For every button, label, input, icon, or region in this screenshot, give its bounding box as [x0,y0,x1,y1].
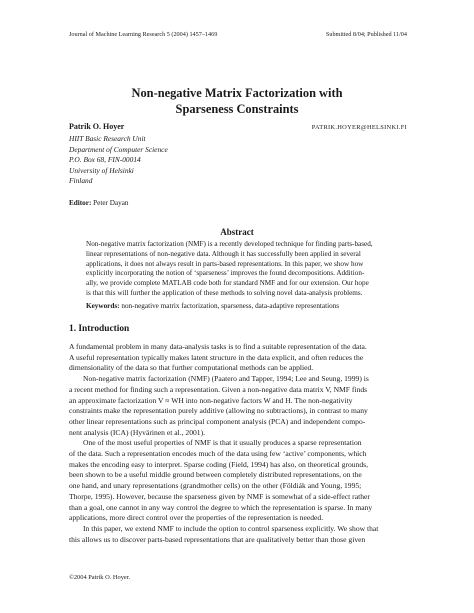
paragraph [69,438,407,524]
body-line: nent analysis (ICA) (Hyvärinen et al., 2001). [69,427,206,437]
body-line: a recent method for finding such a representation. Given a non-negative data matrix V, NMF finds [69,384,368,394]
body-line: other linear representations such as principal component analysis (PCA) and independent compo- [69,416,366,426]
editor-line [69,199,128,207]
body-line: applications, more direct control over the properties of the representation is needed. [69,513,324,523]
keywords-label: Keywords: [86,302,120,310]
abstract-text [86,240,390,299]
body-line: A fundamental problem in many data-analysis tasks is to find a suitable representation of the data. [69,342,367,351]
body-line: been shown to be a useful middle ground between completely distributed representations, on the [69,470,362,480]
abstract-heading: Abstract [220,227,254,237]
keywords [86,302,390,310]
paragraph [69,342,407,374]
paper-title [0,85,474,117]
body-line: One of the most useful properties of NMF is that it usually produces a sparse representation [83,438,362,448]
body-line: dimensionality of the data so that further computational methods can be applied. [69,363,314,373]
paragraph [69,374,407,438]
paragraph [69,524,407,545]
abstract-line: Non-negative matrix factorization (NMF) is a recently developed technique for finding parts-based, [86,240,373,248]
title-line-1: Non-negative Matrix Factorization with [131,86,343,100]
body-line: Non-negative matrix factorization (NMF) (Paatero and Tapper, 1994; Lee and Seung, 1999) is [83,374,369,384]
abstract-line: linear representations of non-negative data. Although it has successfully been applied in several [86,249,361,258]
body-line: A useful representation typically makes latent structure in the data explicit, and often reduces the [69,352,364,362]
body-line: one hand, and unary representations (grandmother cells) on the other (Földiák and Young, 1995; [69,481,362,491]
abstract-line: explicitly incorporating the notion of ‘sparseness’ improves the found decompositions. Addition- [86,269,365,278]
section-heading: 1. Introduction [69,324,130,334]
running-header [69,31,407,38]
body-line: makes the encoding easy to interpret. Sparse coding (Field, 1994) has also, on theoretical grounds, [69,459,369,469]
body-line: an approximate factorization V ≈ WH into non-negative factors W and H. The non-negativity [69,395,353,405]
submission-dates: Submitted 8/04; Published 11/04 [325,31,407,38]
keywords-list: non-negative matrix factorization, sparseness, data-adaptive representations [121,302,340,310]
body-line: than a goal, one cannot in any way control the degree to which the representation is sparse. In many [69,502,373,512]
introduction-body [69,342,407,545]
affiliation-line: University of Helsinki [69,165,134,175]
editor-name: Peter Dayan [93,199,129,207]
editor-label: Editor: [69,199,92,207]
author-email: PATRIK.HOYER@HELSINKI.FI [311,124,407,131]
author-name: Patrik O. Hoyer [69,122,125,131]
body-line: of the data. Such a representation encodes much of the data using few ‘active’ components, which [69,449,367,459]
abstract-line: applications, it does not always result in parts-based representations. In this paper, we show how [86,259,364,268]
body-line: this allows us to discover parts-based representations that are qualitatively better than those given [69,534,366,544]
affiliation-line: HIIT Basic Research Unit [69,134,146,143]
affiliation-line: P.O. Box 68, FIN-00014 [69,155,141,165]
title-line-2: Sparseness Constraints [175,102,299,116]
body-line: constraints make the representation purely additive (allowing no subtractions), in contrast to many [69,406,368,416]
body-line: In this paper, we extend NMF to include the option to control sparseness explicitly. We show that [83,523,379,533]
abstract-line: is that this will further the application of these methods to solving novel data-analysis problems. [86,288,363,297]
journal-citation: Journal of Machine Learning Research 5 (2004) 1457–1469 [69,31,218,38]
affiliation [69,134,168,187]
affiliation-line: Department of Computer Science [69,144,168,154]
copyright-footnote: ©2004 Patrik O. Hoyer. [69,574,131,581]
abstract-line: ally, we provide complete MATLAB code both for standard NMF and for our extension. Our hope [86,279,369,288]
affiliation-line: Finland [69,176,93,186]
body-line: Thorpe, 1995). However, because the sparseness given by NMF is somewhat of a side-effect rather [69,491,370,501]
author-row [69,122,407,131]
